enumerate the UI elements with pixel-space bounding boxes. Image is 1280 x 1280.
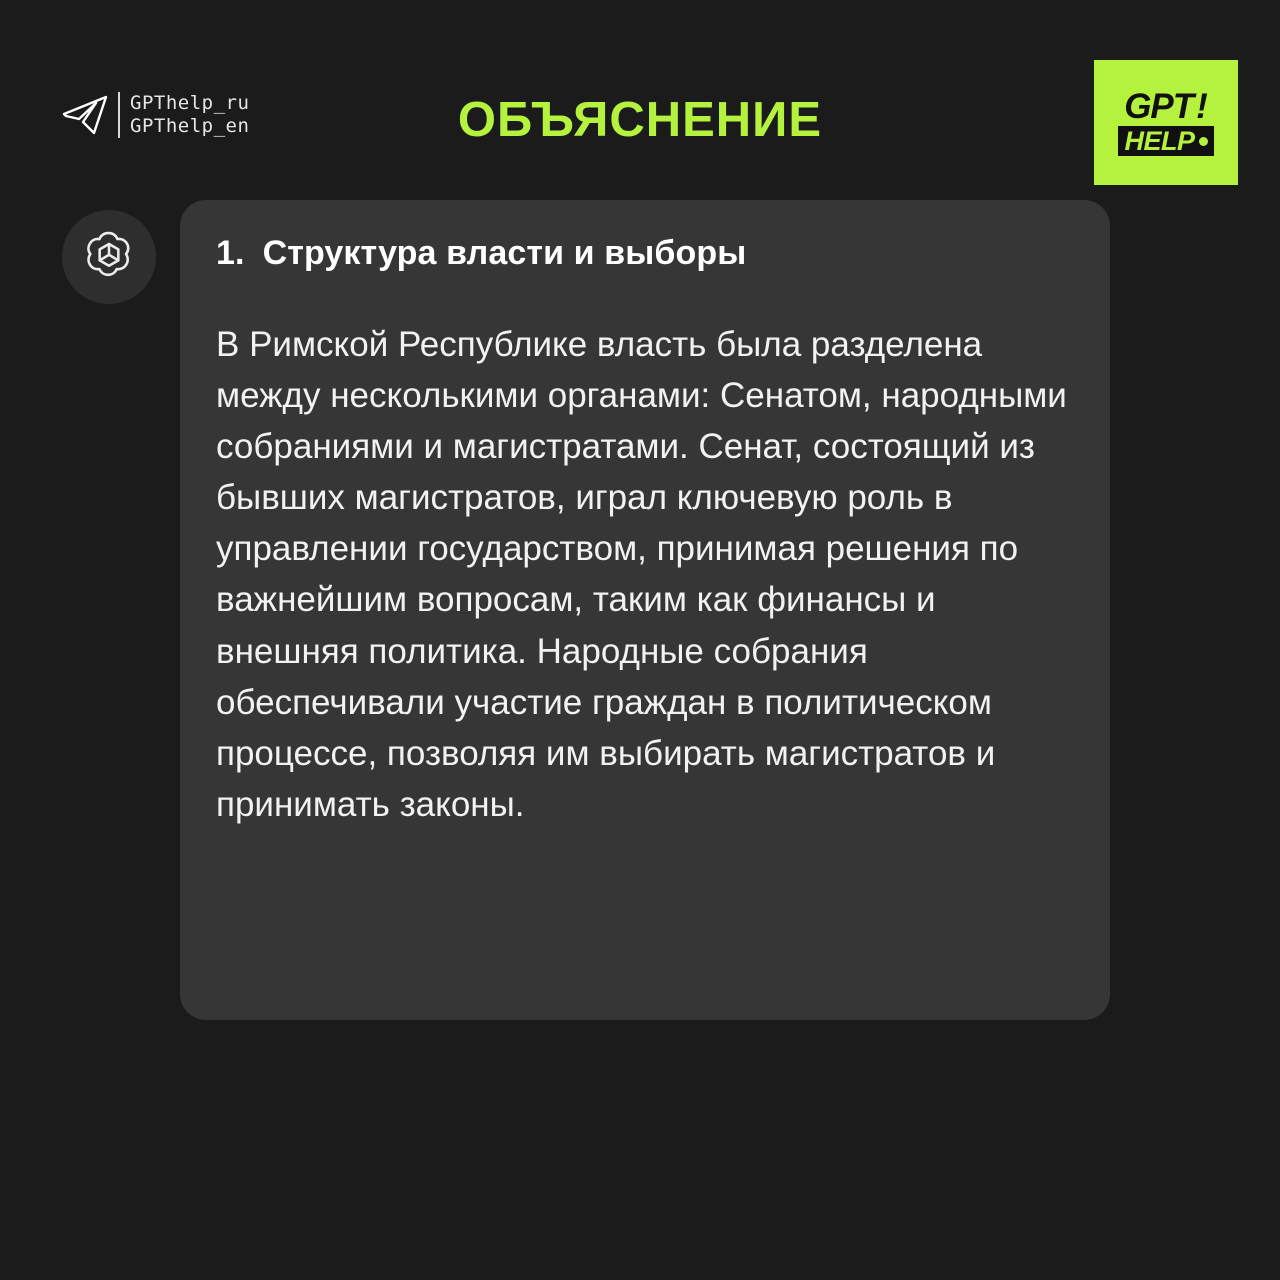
page-header bbox=[0, 0, 1280, 200]
telegram-handle-ru: GPThelp_ru bbox=[130, 92, 250, 114]
brand-exclamation-icon: ! bbox=[1196, 86, 1208, 126]
brand-logo bbox=[1094, 60, 1238, 185]
brand-help-badge bbox=[1118, 126, 1213, 156]
brand-dot-icon bbox=[1199, 137, 1208, 146]
message-area bbox=[0, 200, 1280, 1020]
answer-heading bbox=[216, 234, 1074, 273]
answer-bubble bbox=[180, 200, 1110, 1020]
answer-body-text: В Римской Республике власть была разделена между несколькими органами: Сенатом, народными собраниями и магистратами. Сенат, состоящий из бывших магистратов, играл ключевую роль в управлении государством, принимая решения по важнейшим вопросам, таким как финансы и внешняя политика. Народные собрания обеспечивали участие граждан в политическом процессе, позволяя им выбирать магистратов и принимать законы. bbox=[216, 325, 1077, 824]
answer-heading-number: 1. bbox=[216, 234, 245, 272]
answer-heading-text: Структура власти и выборы bbox=[262, 234, 747, 272]
avatar bbox=[62, 210, 156, 304]
brand-gpt-text: GPT bbox=[1124, 86, 1194, 126]
page-title: ОБЪЯСНЕНИЕ bbox=[457, 93, 823, 147]
openai-logo-icon bbox=[81, 227, 137, 288]
telegram-handle-en: GPThelp_en bbox=[130, 115, 250, 138]
brand-logo-top-line bbox=[1124, 86, 1208, 126]
brand-help-text: HELP bbox=[1124, 125, 1195, 156]
